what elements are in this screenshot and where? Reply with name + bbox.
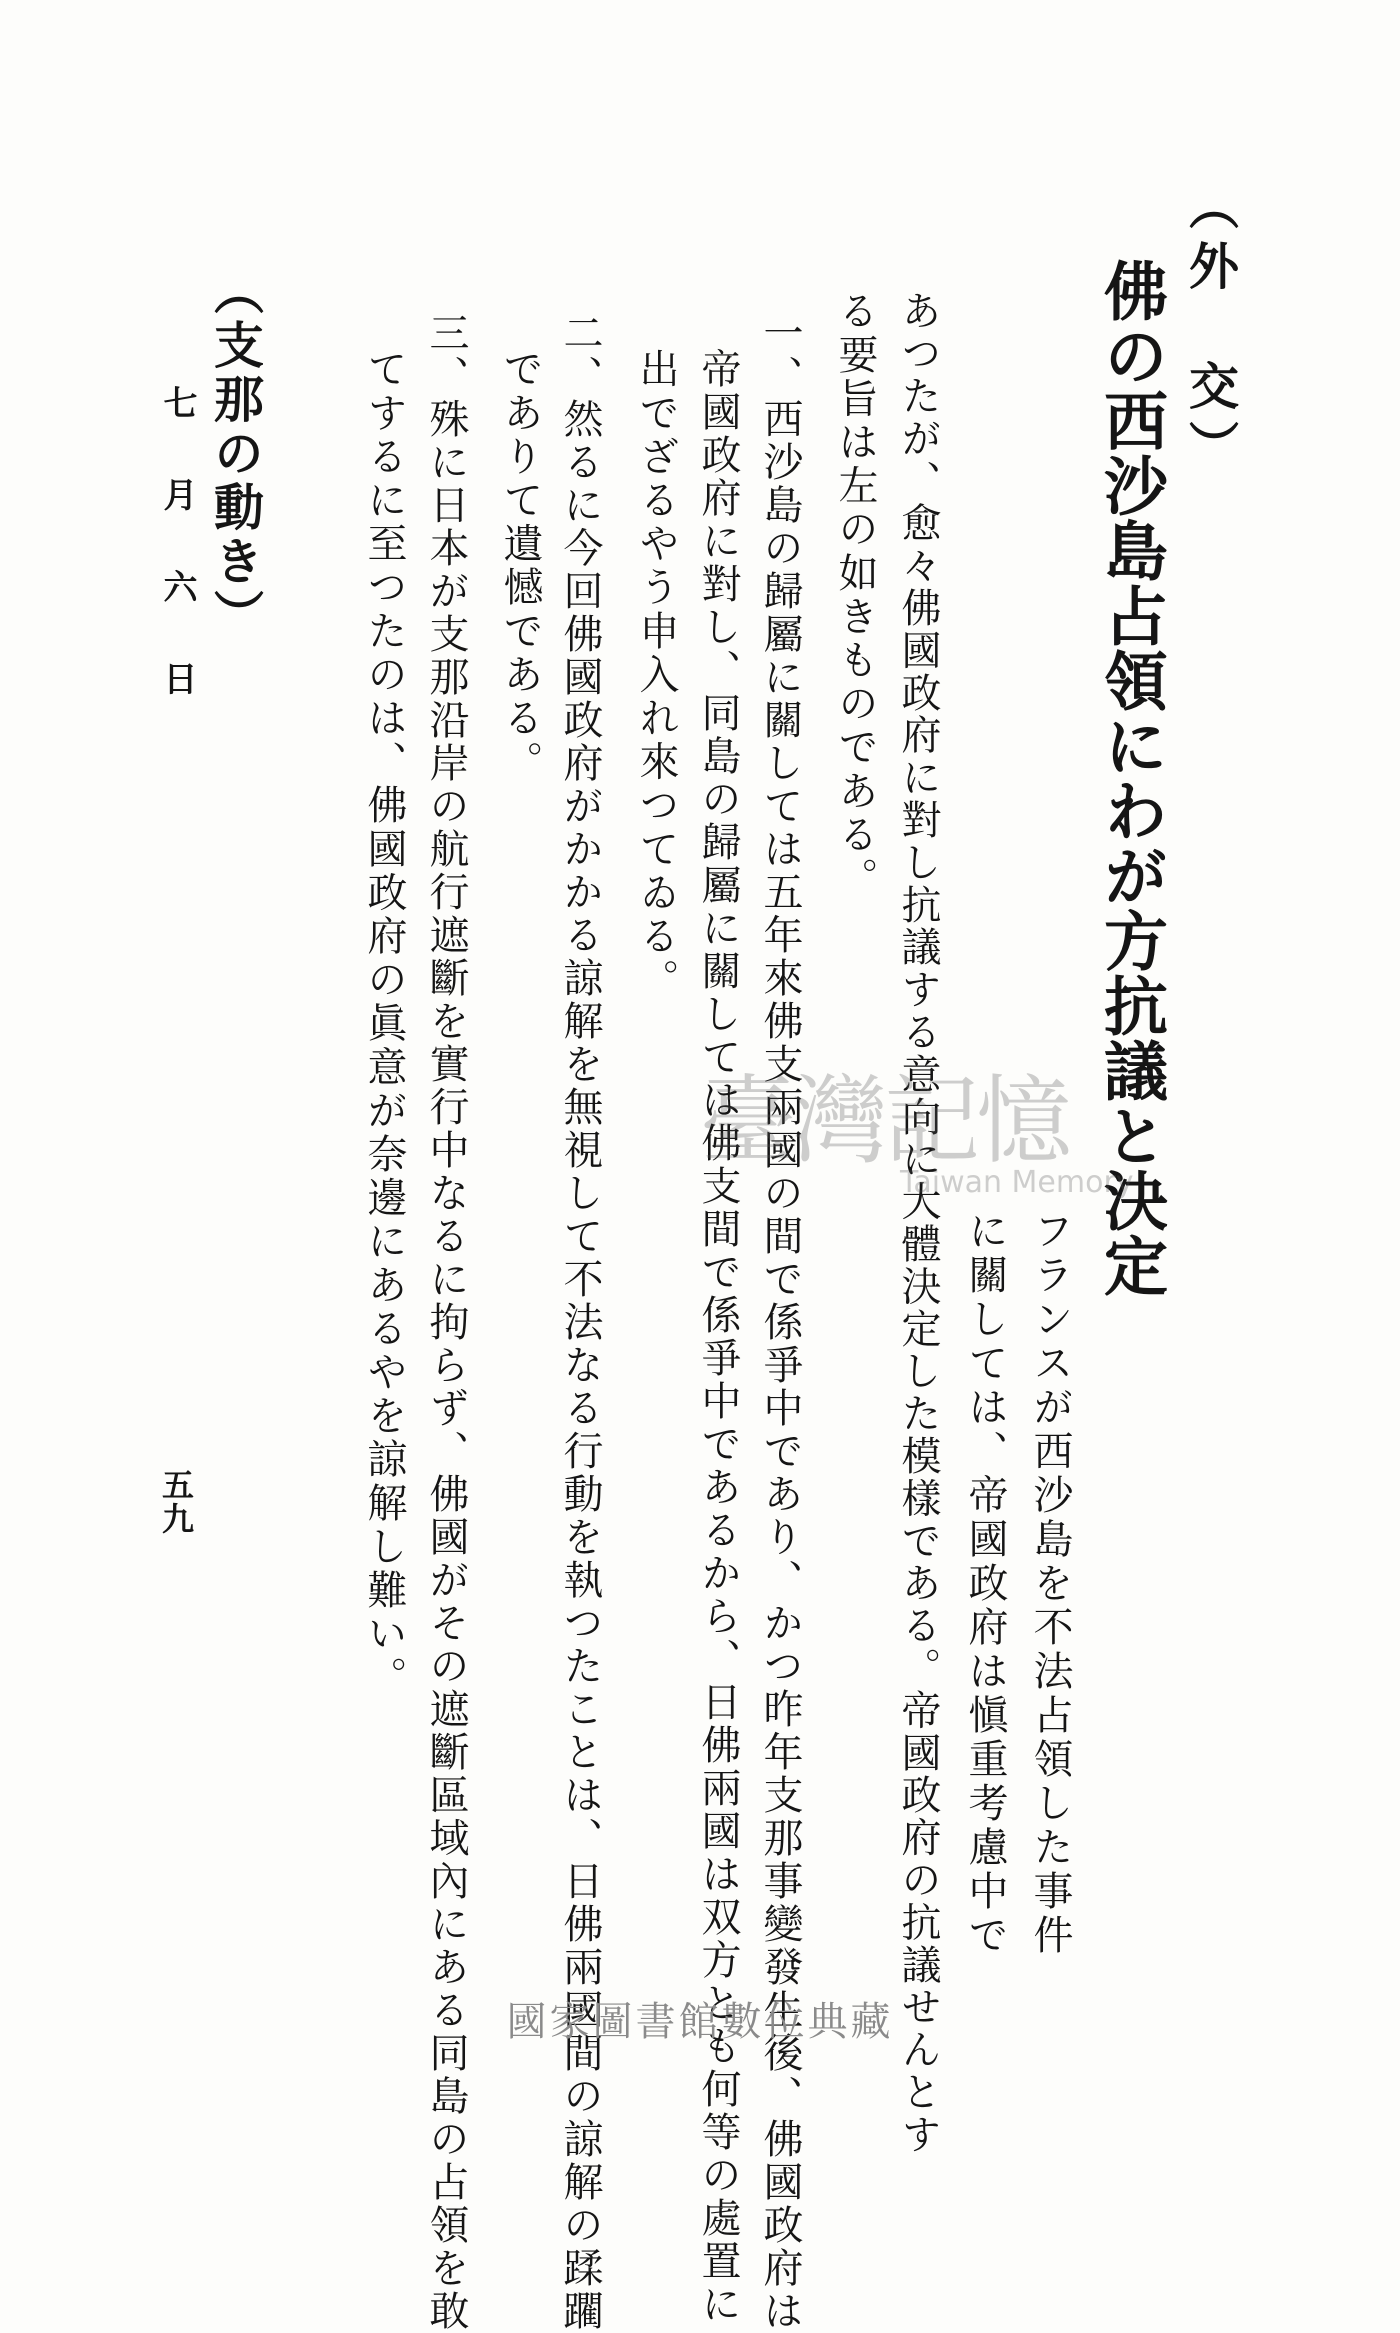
lead-line-3: あつたが、愈々佛國政府に對し抗議する意向に大體決定した模樣である。帝國政府の抗議せんとす bbox=[895, 290, 941, 2156]
page-title: 佛の西沙島占領にわが方抗議と決定 bbox=[1093, 258, 1168, 1298]
item-1-line-2: 帝國政府に對し、同島の歸屬に關しては佛支間で係爭中であるから、日佛兩國は双方とも何等の處置に bbox=[695, 348, 741, 2326]
date-label: 七月六日 bbox=[157, 385, 197, 753]
next-section-heading: （支那の動き） bbox=[206, 265, 265, 643]
item-1-line-3: 出でざるやう申入れ來つてゐる。 bbox=[633, 348, 679, 1002]
footer-caption: 國家圖書館數位典藏 bbox=[506, 1999, 894, 2045]
section-heading: （外 交） bbox=[1181, 180, 1240, 480]
lead-line-2: に關しては、帝國政府は愼重考慮中で bbox=[962, 1210, 1008, 1958]
page-number: 五九 bbox=[157, 1468, 195, 1536]
item-3-line-2: てするに至つたのは、佛國政府の眞意が奈邊にあるやを諒解し難い。 bbox=[361, 348, 407, 1700]
item-3-line-1: 三、殊に日本が支那沿岸の航行遮斷を實行中なるに拘らず、佛國がその遮斷區域內にある同島の占領を敢 bbox=[423, 312, 469, 2333]
lead-line-1: フランスが西沙島を不法占領した事件 bbox=[1027, 1210, 1073, 1958]
item-1-line-1: 一、西沙島の歸屬に關しては五年來佛支兩國の間で係爭中であり、かつ昨年支那事變發生後、佛國政府は bbox=[757, 312, 803, 2333]
item-2-line-2: でありて遺憾である。 bbox=[497, 348, 543, 784]
watermark-en: Taiwan Memory bbox=[900, 1165, 1134, 1200]
item-2-line-1: 二、然るに今回佛國政府がかかる諒解を無視して不法なる行動を執つたことは、日佛兩國間の諒解の蹂躙 bbox=[557, 312, 603, 2333]
watermark-cjk: 臺灣記憶 bbox=[700, 1065, 1068, 1177]
lead-line-4: る要旨は左の如きものである。 bbox=[832, 290, 878, 901]
